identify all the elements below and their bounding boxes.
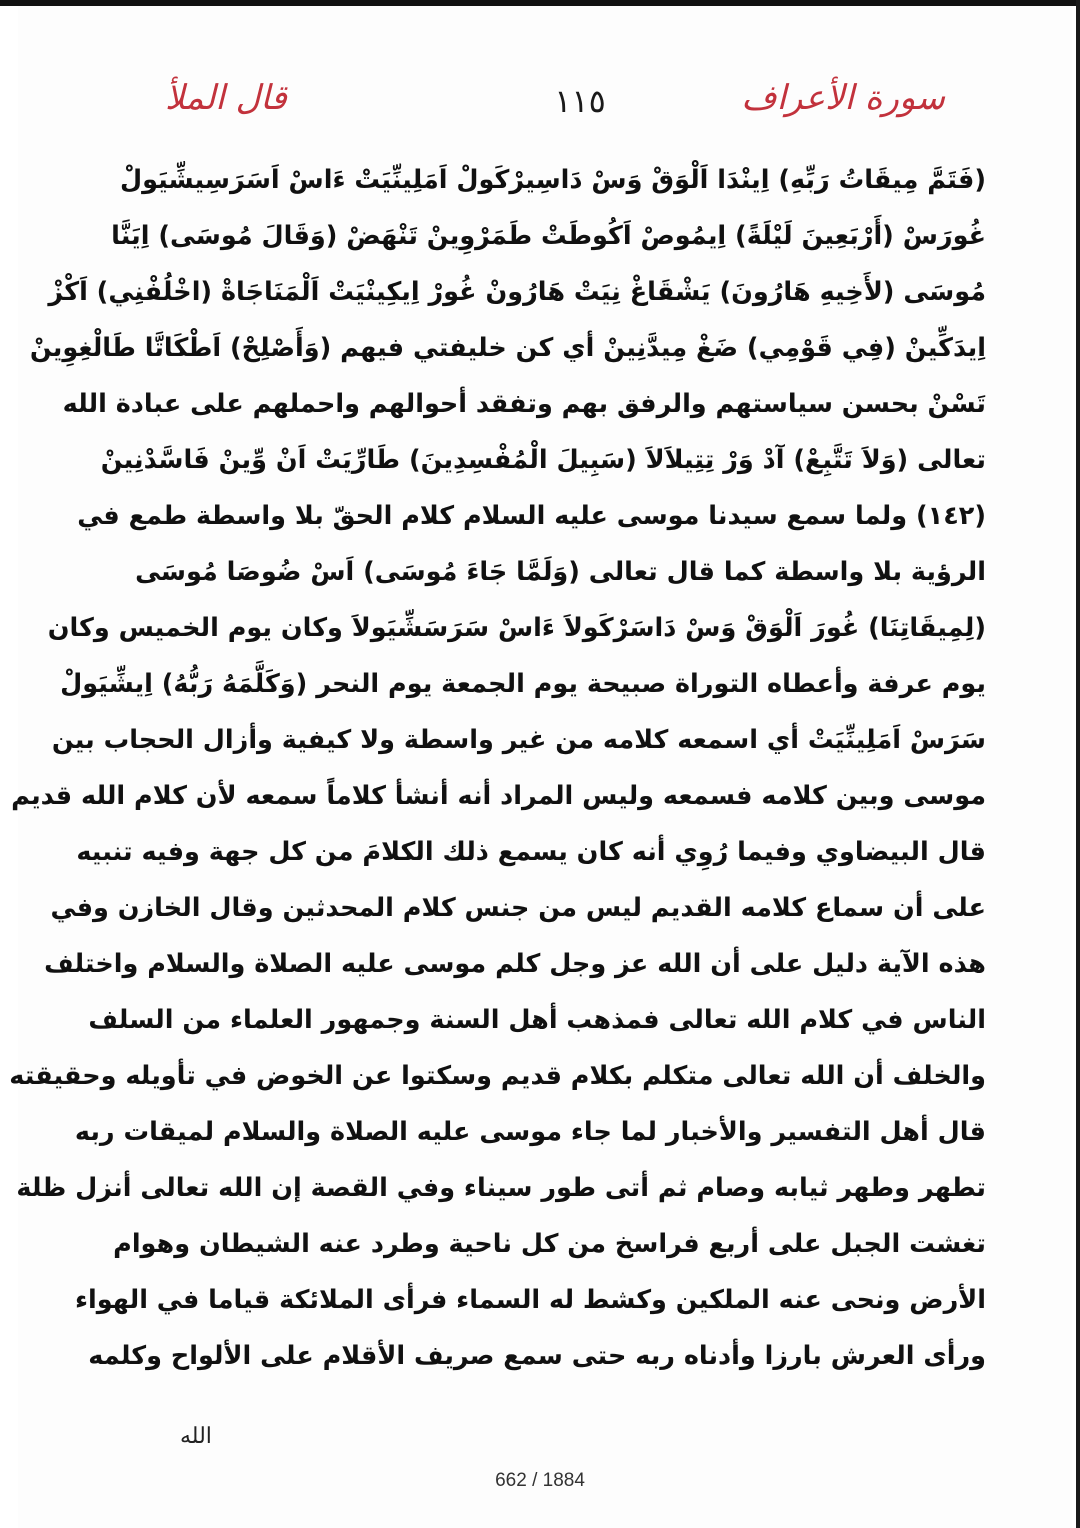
text-line: تَسْنْ بحسن سياستهم والرفق بهم وتفقد أحوالهم واحملهم على عبادة الله <box>62 389 986 419</box>
body-text <box>9 152 986 1384</box>
text-line: تغشت الجبل على أربع فراسخ من كل ناحية وطرد عنه الشيطان وهوام <box>113 1229 986 1259</box>
text-line: (١٤٢) ولما سمع سيدنا موسى عليه السلام كلام الحقّ بلا واسطة طمع في <box>77 501 986 531</box>
text-line: (فَتَمَّ مِيقَاتُ رَبِّهِ) اِينْدَا اَلْوَقْ وَسْ دَاسِيرْكَولْ اَمَلِينِّيَتْ ءَاسْ اَسَرَسِيشِّيَولْ <box>120 165 986 195</box>
text-line: يوم عرفة وأعطاه التوراة صبيحة يوم الجمعة يوم النحر (وَكَلَّمَهُ رَبُّهُ) اِيشِّيَولْ <box>60 669 986 699</box>
scan-right-border <box>1076 0 1080 1528</box>
handwritten-surah-note: سورة الأعراف <box>741 78 945 118</box>
text-line: الأرض ونحى عنه الملكين وكشط له السماء فرأى الملائكة قياما في الهواء <box>75 1285 986 1315</box>
viewer-page-counter: 662 / 1884 <box>495 1470 585 1491</box>
page-number: ١١٥ <box>554 82 606 120</box>
text-line: (لِمِيقَاتِنَا) غُورَ اَلْوَقْ وَسْ دَاسَرْكَولاَ ءَاسْ سَرَسَشِّيَولاَ وكان يوم الخميس وكان <box>47 613 986 643</box>
text-line: الناس في كلام الله تعالى فمذهب أهل السنة وجمهور العلماء من السلف <box>88 1005 986 1035</box>
text-line: على أن سماع كلامه القديم ليس من جنس كلام المحدثين وقال الخازن وفي <box>50 893 986 923</box>
text-line: سَرَسْ اَمَلِينِّيَتْ أي اسمعه كلامه من غير واسطة ولا كيفية وأزال الحجاب بين <box>51 725 986 755</box>
text-line: موسى وبين كلامه فسمعه وليس المراد أنه أنشأ كلاماً سمعه لأن كلام الله قديم <box>11 781 986 811</box>
text-line: تعالى (وَلاَ تَتَّبِعْ) آدْ وَرْ تِتِيلاَلاَ (سَبِيلَ الْمُفْسِدِينَ) طَارِّيَتْ اَنْ وِّينْ فَاسَّدْنِينْ <box>100 445 986 475</box>
text-line: قال البيضاوي وفيما رُوِي أنه كان يسمع ذلك الكلامَ من كل جهة وفيه تنبيه <box>76 837 986 867</box>
text-line: والخلف أن الله تعالى متكلم بكلام قديم وسكتوا عن الخوض في تأويله وحقيقته <box>9 1061 986 1091</box>
text-line: هذه الآية دليل على أن الله عز وجل كلم موسى عليه الصلاة والسلام واختلف <box>44 949 986 979</box>
text-line: تطهر وطهر ثيابه وصام ثم أتى طور سيناء وفي القصة إن الله تعالى أنزل ظلة <box>16 1173 986 1203</box>
text-line: اِيدَكِّينْ (فِي قَوْمِي) ضَغْ مِيدَّنِينْ أي كن خليفتي فيهم (وَأَصْلِحْ) اَطْكَاتَّا طَالْغِوِينْ <box>29 333 986 363</box>
page-header <box>0 78 1080 138</box>
text-line: قال أهل التفسير والأخبار لما جاء موسى عليه الصلاة والسلام لميقات ربه <box>74 1117 986 1147</box>
catchword: الله <box>180 1424 212 1449</box>
handwritten-section-note: قال الملأ <box>165 78 287 118</box>
text-line: مُوسَى (لأَخِيهِ هَارُونَ) يَشْقَاغْ نِيَتْ هَارُونْ غُورْ اِيكِينْيَتْ اَلْمَنَاجَاةْ (اخْلُفْنِي) اَكْزْ <box>48 277 986 307</box>
text-line: ورأى العرش بارزا وأدناه ربه حتى سمع صريف الأقلام على الألواح وكلمه <box>88 1341 986 1371</box>
text-line: الرؤية بلا واسطة كما قال تعالى (وَلَمَّا جَاءَ مُوسَى) اَسْ ضُوصَا مُوسَى <box>135 557 986 587</box>
text-line: غُورَسْ (أَرْبَعِينَ لَيْلَةً) اِيمُوصْ اَكُوطَتْ طَمَرْوِينْ تَنْهَضْ (وَقَالَ مُوسَى) اِيَنَّا <box>111 221 986 251</box>
